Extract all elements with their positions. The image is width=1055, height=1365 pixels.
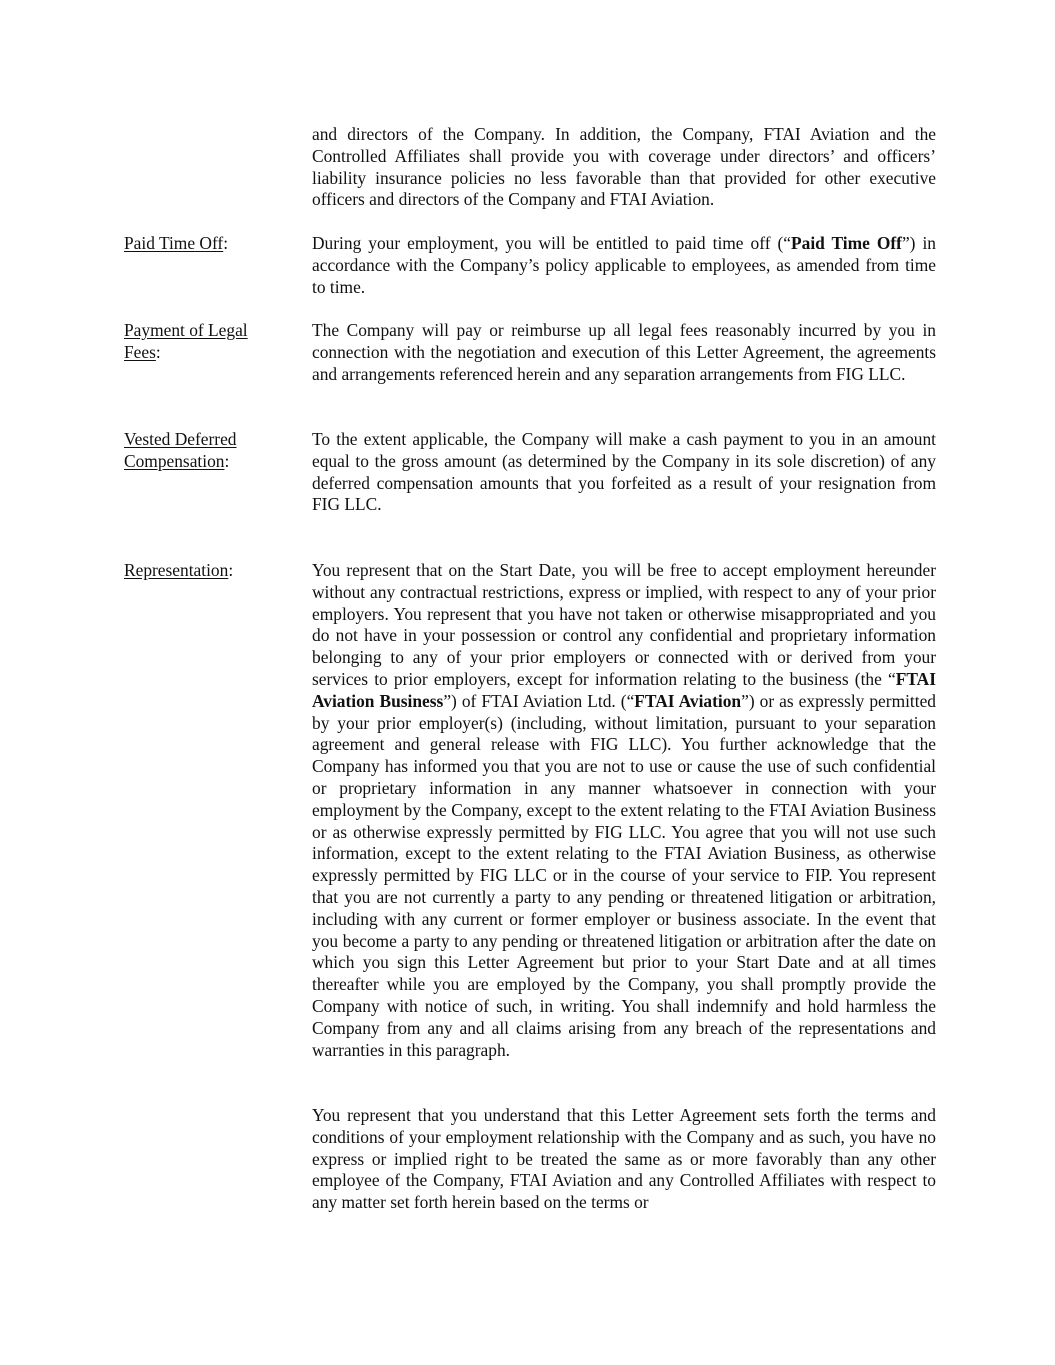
deferred-comp-label-line2: Compensation (124, 450, 225, 471)
representation-paragraph-2: You represent that you understand that this Letter Agreement sets forth the terms and conditions of your employment relationship with the Company and as such, you have no express or implied right to be treated the same as or more favorably than any other employee of the Company, FTAI Aviation and any Controlled Affiliates with respect to any matter set forth herein based on the terms or (312, 1105, 936, 1213)
paid-time-off-text-a: During your employment, you will be entitled to paid time off (“ (312, 233, 791, 253)
legal-fees-paragraph: The Company will pay or reimburse up all legal fees reasonably incurred by you in connection with the negotiation and execution of this Letter Agreement, the agreements and arrangements referenced herein and any separation arrangements from FIG LLC. (312, 320, 936, 384)
representation-text-c: ”) or as expressly permitted by your prior employer(s) (including, without limitation, pursuant to your separation agreement and general release with FIG LLC). You further acknowledge that the Company has informed you that you are not to use or cause the use of such confidential or proprietary information in any manner whatsoever in connection with your employment by the Company, except to the extent relating to the FTAI Aviation Business or as otherwise expressly permitted by FIG LLC. You agree that you will not use such information, except to the extent relating to the FTAI Aviation Business, as otherwise expressly permitted by FIG LLC or in the course of your service to FIP. You represent that you are not currently a party to any pending or threatened litigation or arbitration, including with any current or former employer or business associate. In the event that you become a party to any pending or threatened litigation or arbitration after the date on which you sign this Letter Agreement but prior to your Start Date and at all times thereafter while you are employed by the Company, you shall promptly provide the Company with notice of such, in writing. You shall indemnify and hold harmless the Company from any and all claims arising from any breach of the representations and warranties in this paragraph. (312, 690, 937, 1060)
representation-label-text: Representation (124, 560, 229, 580)
deferred-comp-label-line1: Vested Deferred (124, 429, 237, 449)
legal-fees-label-line1: Payment of Legal (124, 320, 248, 340)
label-colon: : (224, 450, 230, 471)
representation-text-a: You represent that on the Start Date, you will be free to accept employment hereunder without any contractual restrictions, express or implied, with respect to any of your prior employers. You represent that you have not taken or otherwise misappropriated and you do not have in your possession or control any confidential and proprietary information belonging to any of your prior employers or connected with or derived from your services to prior employers, except for information relating to the business (the “ (312, 560, 936, 689)
defined-term-ftai-aviation-business: FTAI Aviation Business (312, 668, 936, 711)
label-colon: : (228, 560, 234, 580)
deferred-comp-label (124, 429, 294, 473)
paid-time-off-defined-term: Paid Time Off (791, 233, 902, 253)
deferred-comp-paragraph: To the extent applicable, the Company will make a cash payment to you in an amount equal to the gross amount (as determined by the Company in its sole discretion) of any deferred compensation amounts that you forfeited as a result of your resignation from FIG LLC. (312, 429, 936, 515)
representation-paragraph-1 (312, 560, 936, 1061)
paid-time-off-label (124, 233, 294, 255)
paid-time-off-paragraph (312, 233, 936, 298)
paid-time-off-text-b: ”) in accordance with the Company’s policy applicable to employees, as amended from time to time. (312, 233, 936, 297)
legal-fees-label-line2: Fees (124, 341, 156, 362)
paid-time-off-label-text: Paid Time Off (124, 233, 224, 253)
legal-fees-label (124, 320, 294, 364)
representation-label (124, 560, 294, 582)
representation-text-b: ”) of FTAI Aviation Ltd. (“ (443, 690, 635, 711)
defined-term-ftai-aviation: FTAI Aviation (634, 690, 742, 711)
label-colon: : (155, 341, 161, 362)
label-colon: : (223, 233, 229, 253)
intro-paragraph: and directors of the Company. In addition, the Company, FTAI Aviation and the Controlled Affiliates shall provide you with coverage under directors’ and officers’ liability insurance policies no less favorable than that provided for other executive officers and directors of the Company and FTAI Aviation. (312, 124, 936, 210)
